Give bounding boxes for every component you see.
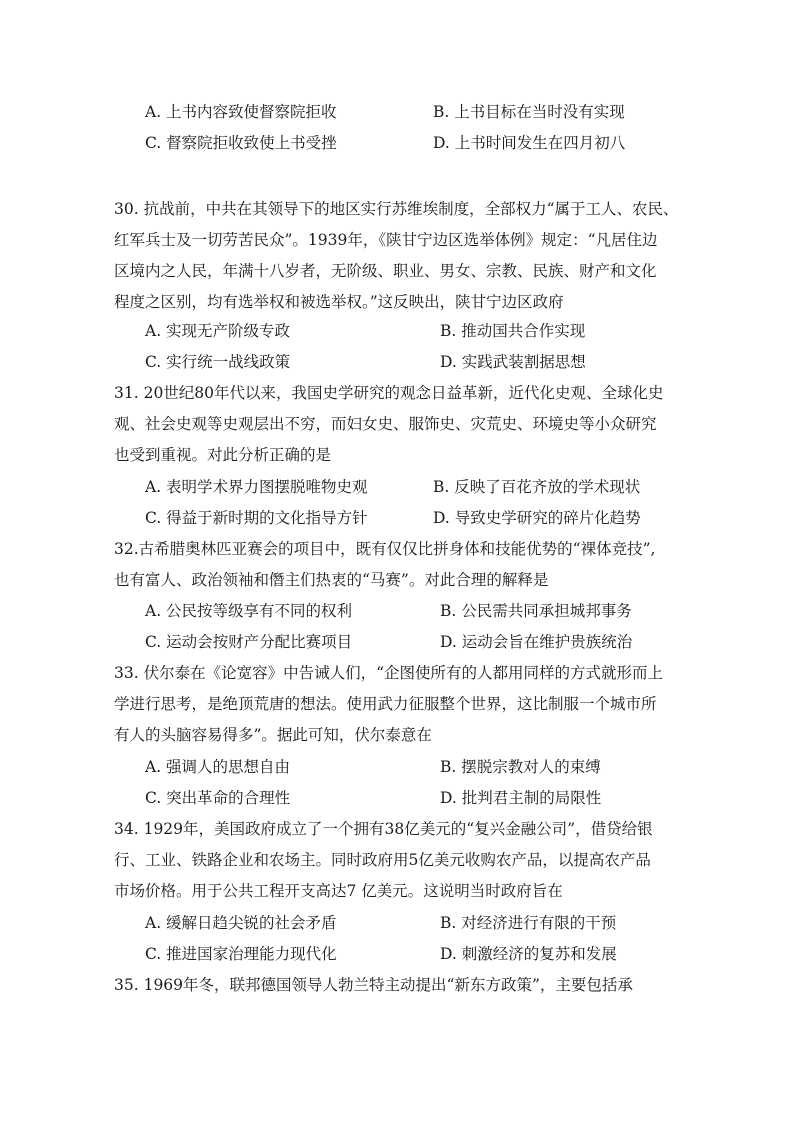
q33-option-a: A. 强调人的思想自由 bbox=[145, 758, 291, 776]
q33-option-d: D. 批判君主制的局限性 bbox=[440, 789, 602, 807]
q34-option-c: C. 推进国家治理能力现代化 bbox=[145, 945, 337, 963]
q33-option-b: B. 摆脱宗教对人的束缚 bbox=[440, 758, 601, 776]
q30-stem-line-1: 30. 抗战前，中共在其领导下的地区实行苏维埃制度，全部权力“属于工人、农民、 bbox=[114, 200, 679, 218]
q30-option-c: C. 实行统一战线政策 bbox=[145, 353, 291, 371]
q31-option-c: C. 得益于新时期的文化指导方针 bbox=[145, 509, 368, 527]
q33-stem-line-2: 学进行思考，是绝顶荒唐的想法。使用武力征服整个世界，这比制服一个城市所 bbox=[114, 695, 657, 713]
q32-option-b: B. 公民需共同承担城邦事务 bbox=[440, 602, 632, 620]
q34-stem-line-1: 34. 1929年，美国政府成立了一个拥有38亿美元的“复兴金融公司”，借贷给银 bbox=[114, 820, 653, 838]
q32-option-c: C. 运动会按财产分配比赛项目 bbox=[145, 633, 353, 651]
q34-option-d: D. 刺激经济的复苏和发展 bbox=[440, 945, 617, 963]
q34-option-b: B. 对经济进行有限的干预 bbox=[440, 914, 617, 932]
q30-option-d: D. 实践武装割据思想 bbox=[440, 353, 586, 371]
q29-option-b: B. 上书目标在当时没有实现 bbox=[433, 103, 625, 121]
q33-stem-line-1: 33. 伏尔泰在《论宽容》中告诫人们，“企图使所有的人都用同样的方式就形而上 bbox=[114, 664, 664, 682]
q32-stem-line-2: 也有富人、政治领袖和僭主们热衷的“马赛”。对此合理的解释是 bbox=[114, 571, 549, 589]
q31-option-b: B. 反映了百花齐放的学术现状 bbox=[433, 478, 641, 496]
q34-stem-line-3: 市场价格。用于公共工程开支高达7 亿美元。这说明当时政府旨在 bbox=[114, 882, 563, 900]
q32-option-a: A. 公民按等级享有不同的权利 bbox=[145, 602, 353, 620]
q30-stem-line-4: 程度之区别，均有选举权和被选举权。”这反映出，陕甘宁边区政府 bbox=[114, 293, 564, 311]
q32-option-d: D. 运动会旨在维护贵族统治 bbox=[440, 633, 633, 651]
q29-option-c: C. 督察院拒收致使上书受挫 bbox=[145, 134, 337, 152]
q31-stem-line-2: 观、社会史观等史观层出不穷，而妇女史、服饰史、灾荒史、环境史等小众研究 bbox=[114, 415, 657, 433]
q29-option-a: A. 上书内容致使督察院拒收 bbox=[145, 103, 337, 121]
q35-stem-line-1: 35. 1969年冬，联邦德国领导人勃兰特主动提出“新东方政策”，主要包括承 bbox=[114, 976, 633, 994]
q34-stem-line-2: 行、工业、铁路企业和农场主。同时政府用5亿美元收购农产品，以提高农产品 bbox=[114, 851, 651, 869]
q31-stem-line-1: 31. 20世纪80年代以来，我国史学研究的观念日益革新，近代化史观、全球化史 bbox=[114, 384, 664, 402]
q33-stem-line-3: 有人的头脑容易得多”。据此可知，伏尔泰意在 bbox=[114, 726, 432, 744]
q33-option-c: C. 突出革命的合理性 bbox=[145, 789, 291, 807]
q31-option-a: A. 表明学术界力图摆脱唯物史观 bbox=[145, 478, 368, 496]
q29-option-d: D. 上书时间发生在四月初八 bbox=[433, 134, 626, 152]
q30-option-a: A. 实现无产阶级专政 bbox=[145, 322, 291, 340]
q34-option-a: A. 缓解日趋尖锐的社会矛盾 bbox=[145, 914, 337, 932]
q30-stem-line-3: 区境内之人民，年满十八岁者，无阶级、职业、男女、宗教、民族、财产和文化 bbox=[114, 262, 657, 280]
q32-stem-line-1: 32.古希腊奥林匹亚赛会的项目中，既有仅仅比拼身体和技能优势的“裸体竞技”, bbox=[114, 540, 656, 558]
q30-stem-line-2: 红军兵士及一切劳苦民众”。1939年，《陕甘宁边区选举体例》规定：“凡居住边 bbox=[114, 231, 658, 249]
q31-option-d: D. 导致史学研究的碎片化趋势 bbox=[433, 509, 641, 527]
q31-stem-line-3: 也受到重视。对此分析正确的是 bbox=[114, 446, 332, 464]
q30-option-b: B. 推动国共合作实现 bbox=[440, 322, 586, 340]
